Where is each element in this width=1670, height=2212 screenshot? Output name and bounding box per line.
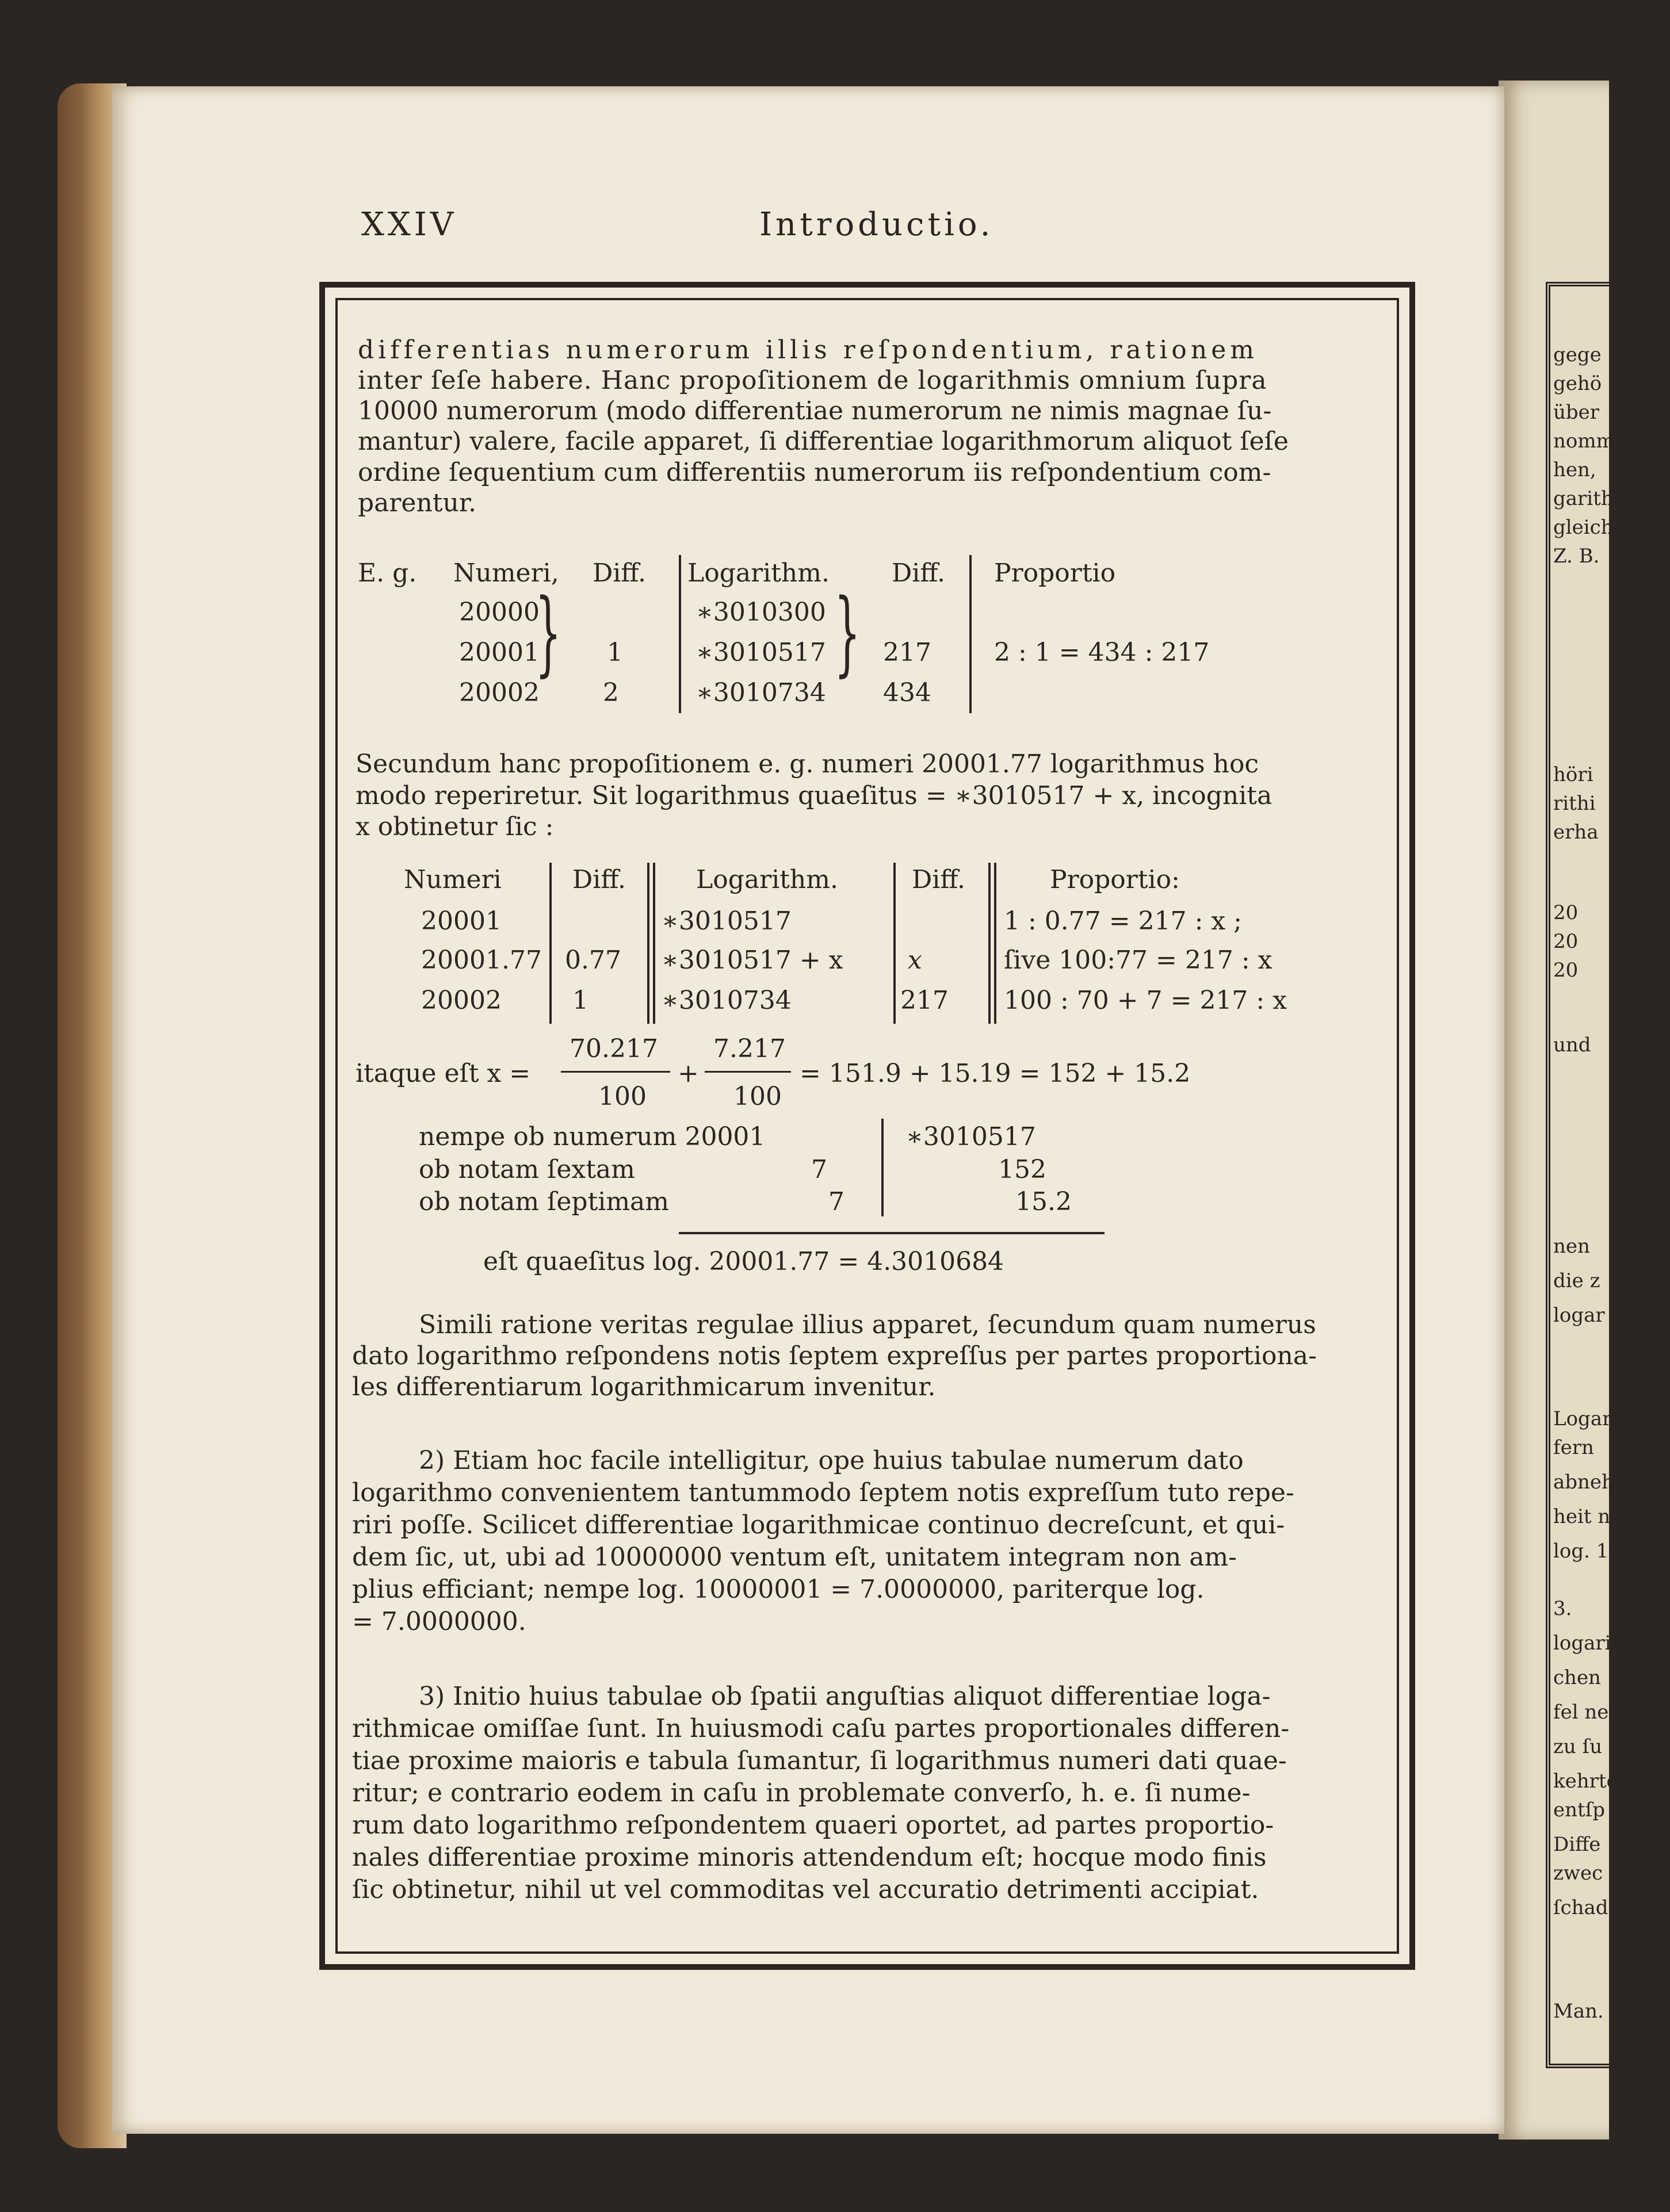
- column-rule: [549, 863, 552, 1024]
- text-line: = 7.0000000.: [352, 1607, 526, 1636]
- brace-icon: }: [834, 579, 861, 686]
- fraction-bar: [561, 1071, 670, 1073]
- text-line: rithmicae omiſſae ſunt. In huiusmodi caſu partes proportionales differen-: [352, 1714, 1290, 1743]
- log-value: ∗3010517 + x: [662, 946, 843, 975]
- col-header-numeri: Numeri,: [453, 558, 559, 588]
- facing-page-text-fragment: Logar: [1553, 1407, 1612, 1430]
- text-line: nales differentiae proxime minoris attendendum eſt; hocque modo finis: [352, 1843, 1267, 1872]
- numeri-value: 20001.77: [421, 946, 542, 975]
- facing-page-text-fragment: fern: [1553, 1436, 1594, 1459]
- text-line: les differentiarum logarithmicarum invenitur.: [352, 1372, 936, 1402]
- equation-result: = 151.9 + 15.19 = 152 + 15.2: [800, 1059, 1191, 1088]
- log-value: ∗3010517: [696, 638, 826, 667]
- text-line: ſic obtinetur, nihil ut vel commoditas vel accuratio detrimenti accipiat.: [352, 1875, 1259, 1904]
- sum-row-label: nempe ob numerum 20001: [419, 1122, 766, 1151]
- facing-page-text-fragment: abneh: [1553, 1471, 1614, 1494]
- facing-page-text-fragment: hen,: [1553, 458, 1596, 481]
- column-rule: [969, 555, 972, 713]
- brace-icon: }: [535, 579, 561, 686]
- sum-row-label: ob notam ſeptimam: [419, 1187, 670, 1216]
- fraction-bar: [705, 1071, 791, 1073]
- facing-page-text-fragment: Man.: [1553, 2000, 1604, 2023]
- text-line: x obtinetur ſic :: [356, 812, 554, 841]
- facing-page-text-fragment: gleiche: [1553, 516, 1625, 539]
- fraction-numerator: 70.217: [570, 1034, 658, 1063]
- numeri-value: 20002: [459, 678, 540, 707]
- fraction-numerator: 7.217: [713, 1034, 786, 1063]
- facing-page-text-fragment: garith: [1553, 487, 1614, 510]
- facing-page-text-fragment: 20: [1553, 930, 1579, 953]
- text-line: inter ſeſe habere. Hanc propoſitionem de logarithmis omnium ſupra: [358, 366, 1267, 395]
- col-header-proportio: Proportio: [994, 558, 1116, 588]
- facing-page-text-fragment: kehrte: [1553, 1770, 1618, 1793]
- column-rule: [893, 863, 896, 1024]
- facing-page-text-fragment: nomm: [1553, 430, 1615, 453]
- text-line: 3) Initio huius tabulae ob ſpatii anguſtias aliquot differentiae loga-: [419, 1682, 1271, 1711]
- diff-log-value: x: [908, 946, 922, 975]
- sum-result: eſt quaeſitus log. 20001.77 = 4.3010684: [483, 1247, 1004, 1276]
- diff-log-value: 217: [900, 986, 949, 1015]
- sum-row-value: 152: [998, 1155, 1046, 1184]
- diff-value: 0.77: [565, 946, 621, 975]
- numeri-value: 20000: [459, 598, 540, 627]
- text-line: modo reperiretur. Sit logarithmus quaeſitus = ∗3010517 + x, incognita: [356, 781, 1272, 810]
- diff-value: 1: [607, 638, 623, 667]
- facing-page-text-fragment: 20: [1553, 959, 1579, 982]
- eg-label: E. g.: [358, 558, 417, 588]
- text-line: plius efficiant; nempe log. 10000001 = 7.0000000, pariterque log.: [352, 1575, 1205, 1604]
- col-header-diff: Diff.: [572, 865, 626, 894]
- diff-value: 1: [572, 986, 588, 1015]
- col-header-numeri: Numeri: [404, 865, 502, 894]
- facing-page-text-fragment: gege: [1553, 343, 1602, 366]
- facing-page-text-fragment: zwec: [1553, 1862, 1603, 1885]
- facing-page-text-fragment: ſchad: [1553, 1896, 1608, 1919]
- diff-log-value: 217: [883, 638, 931, 667]
- facing-page-text-fragment: und: [1553, 1034, 1591, 1057]
- sum-row-digit: 7: [828, 1187, 844, 1216]
- text-line: parentur.: [358, 488, 477, 518]
- facing-page-text-fragment: die z: [1553, 1269, 1600, 1292]
- text-line: ritur; e contrario eodem in caſu in problemate converſo, h. e. ſi nume-: [352, 1778, 1251, 1808]
- col-header-logarithm: Logarithm.: [687, 558, 830, 588]
- equation-prefix: itaque eſt x =: [356, 1059, 531, 1088]
- page-number: XXIV: [361, 206, 457, 243]
- fraction-denominator: 100: [733, 1082, 782, 1111]
- sum-row-digit: 7: [811, 1155, 827, 1184]
- proportio-value: 100 : 70 + 7 = 217 : x: [1004, 986, 1287, 1015]
- proportio-value: 1 : 0.77 = 217 : x ;: [1004, 906, 1243, 936]
- facing-page-text-fragment: 3.: [1553, 1597, 1572, 1620]
- column-rule: [988, 863, 991, 1024]
- facing-page-text-fragment: zu ſu: [1553, 1735, 1603, 1758]
- facing-page-text-fragment: fel ne: [1553, 1701, 1609, 1724]
- text-line: dem ſic, ut, ubi ad 10000000 ventum eſt, unitatem integram non am-: [352, 1543, 1237, 1572]
- text-line: Secundum hanc propoſitionem e. g. numeri 20001.77 logarithmus hoc: [356, 749, 1259, 779]
- text-line: riri poſſe. Scilicet differentiae logarithmicae continuo decreſcunt, et qui-: [352, 1510, 1285, 1540]
- numeri-value: 20001: [459, 638, 540, 667]
- facing-page-text-fragment: Z. B.: [1553, 545, 1600, 568]
- facing-page-text-fragment: erha: [1553, 821, 1599, 844]
- facing-page-text-fragment: höri: [1553, 763, 1593, 786]
- text-line: dato logarithmo reſpondens notis ſeptem expreſſus per partes proportiona-: [352, 1341, 1317, 1371]
- col-header-diff: Diff.: [892, 558, 946, 588]
- sum-column-rule: [881, 1119, 884, 1216]
- facing-page-text-fragment: logar: [1553, 1304, 1605, 1327]
- text-line: logarithmo convenientem tantummodo ſeptem notis expreſſum tuto repe-: [352, 1478, 1294, 1507]
- log-value: ∗3010734: [662, 986, 792, 1015]
- text-line: 10000 numerorum (modo differentiae numerorum ne nimis magnae ſu-: [358, 396, 1272, 426]
- diff-log-value: 434: [883, 678, 931, 707]
- col-header-proportio: Proportio:: [1050, 865, 1180, 894]
- text-line: mantur) valere, facile apparet, ſi differentiae logarithmorum aliquot ſeſe: [358, 427, 1289, 456]
- log-value: ∗3010517: [662, 906, 792, 936]
- facing-page-text-fragment: rithi: [1553, 792, 1596, 815]
- column-rule: [679, 555, 681, 713]
- facing-page-text-fragment: über: [1553, 401, 1600, 424]
- column-rule: [647, 863, 649, 1024]
- text-line: rum dato logarithmo reſpondentem quaeri oportet, ad partes proportio-: [352, 1811, 1274, 1840]
- log-value: ∗3010300: [696, 598, 826, 627]
- page-title: Introductio.: [759, 206, 994, 243]
- facing-page-text-fragment: log. 10: [1553, 1540, 1621, 1563]
- sum-row-label: ob notam ſextam: [419, 1155, 635, 1184]
- fraction-denominator: 100: [598, 1082, 647, 1111]
- facing-page-text-fragment: nen: [1553, 1235, 1590, 1258]
- numeri-value: 20001: [421, 906, 502, 936]
- facing-page-text-fragment: chen: [1553, 1666, 1601, 1689]
- col-header-logarithm: Logarithm.: [696, 865, 838, 894]
- diff-value: 2: [603, 678, 619, 707]
- facing-page-text-fragment: logarit: [1553, 1632, 1619, 1655]
- facing-page-text-fragment: Diffe: [1553, 1833, 1601, 1856]
- column-rule: [653, 863, 655, 1024]
- proportio-value: ſive 100:77 = 217 : x: [1004, 946, 1272, 975]
- col-header-diff: Diff.: [912, 865, 966, 894]
- plus-sign: +: [678, 1059, 699, 1088]
- text-line: Simili ratione veritas regulae illius apparet, ſecundum quam numerus: [419, 1310, 1316, 1340]
- text-line: 2) Etiam hoc facile intelligitur, ope huius tabulae numerum dato: [419, 1446, 1244, 1475]
- column-rule: [994, 863, 996, 1024]
- sum-rule: [679, 1232, 1105, 1234]
- facing-page-text-fragment: gehö: [1553, 372, 1602, 395]
- text-line: ordine ſequentium cum differentiis numerorum iis reſpondentium com-: [358, 458, 1271, 487]
- facing-page-text-fragment: heit n: [1553, 1505, 1611, 1528]
- log-value: ∗3010734: [696, 678, 826, 707]
- sum-row-value: ∗3010517: [906, 1122, 1036, 1151]
- col-header-diff: Diff.: [593, 558, 647, 588]
- sum-row-value: 15.2: [1015, 1187, 1072, 1216]
- numeri-value: 20002: [421, 986, 502, 1015]
- facing-page-text-fragment: 20: [1553, 901, 1579, 924]
- facing-page-text-fragment: entſp: [1553, 1798, 1606, 1821]
- text-line: tiae proxime maioris e tabula ſumantur, ſi logarithmus numeri dati quae-: [352, 1746, 1287, 1775]
- text-line: differentias numerorum illis reſpondentium, rationem: [358, 335, 1258, 365]
- proportio-value: 2 : 1 = 434 : 217: [994, 638, 1210, 667]
